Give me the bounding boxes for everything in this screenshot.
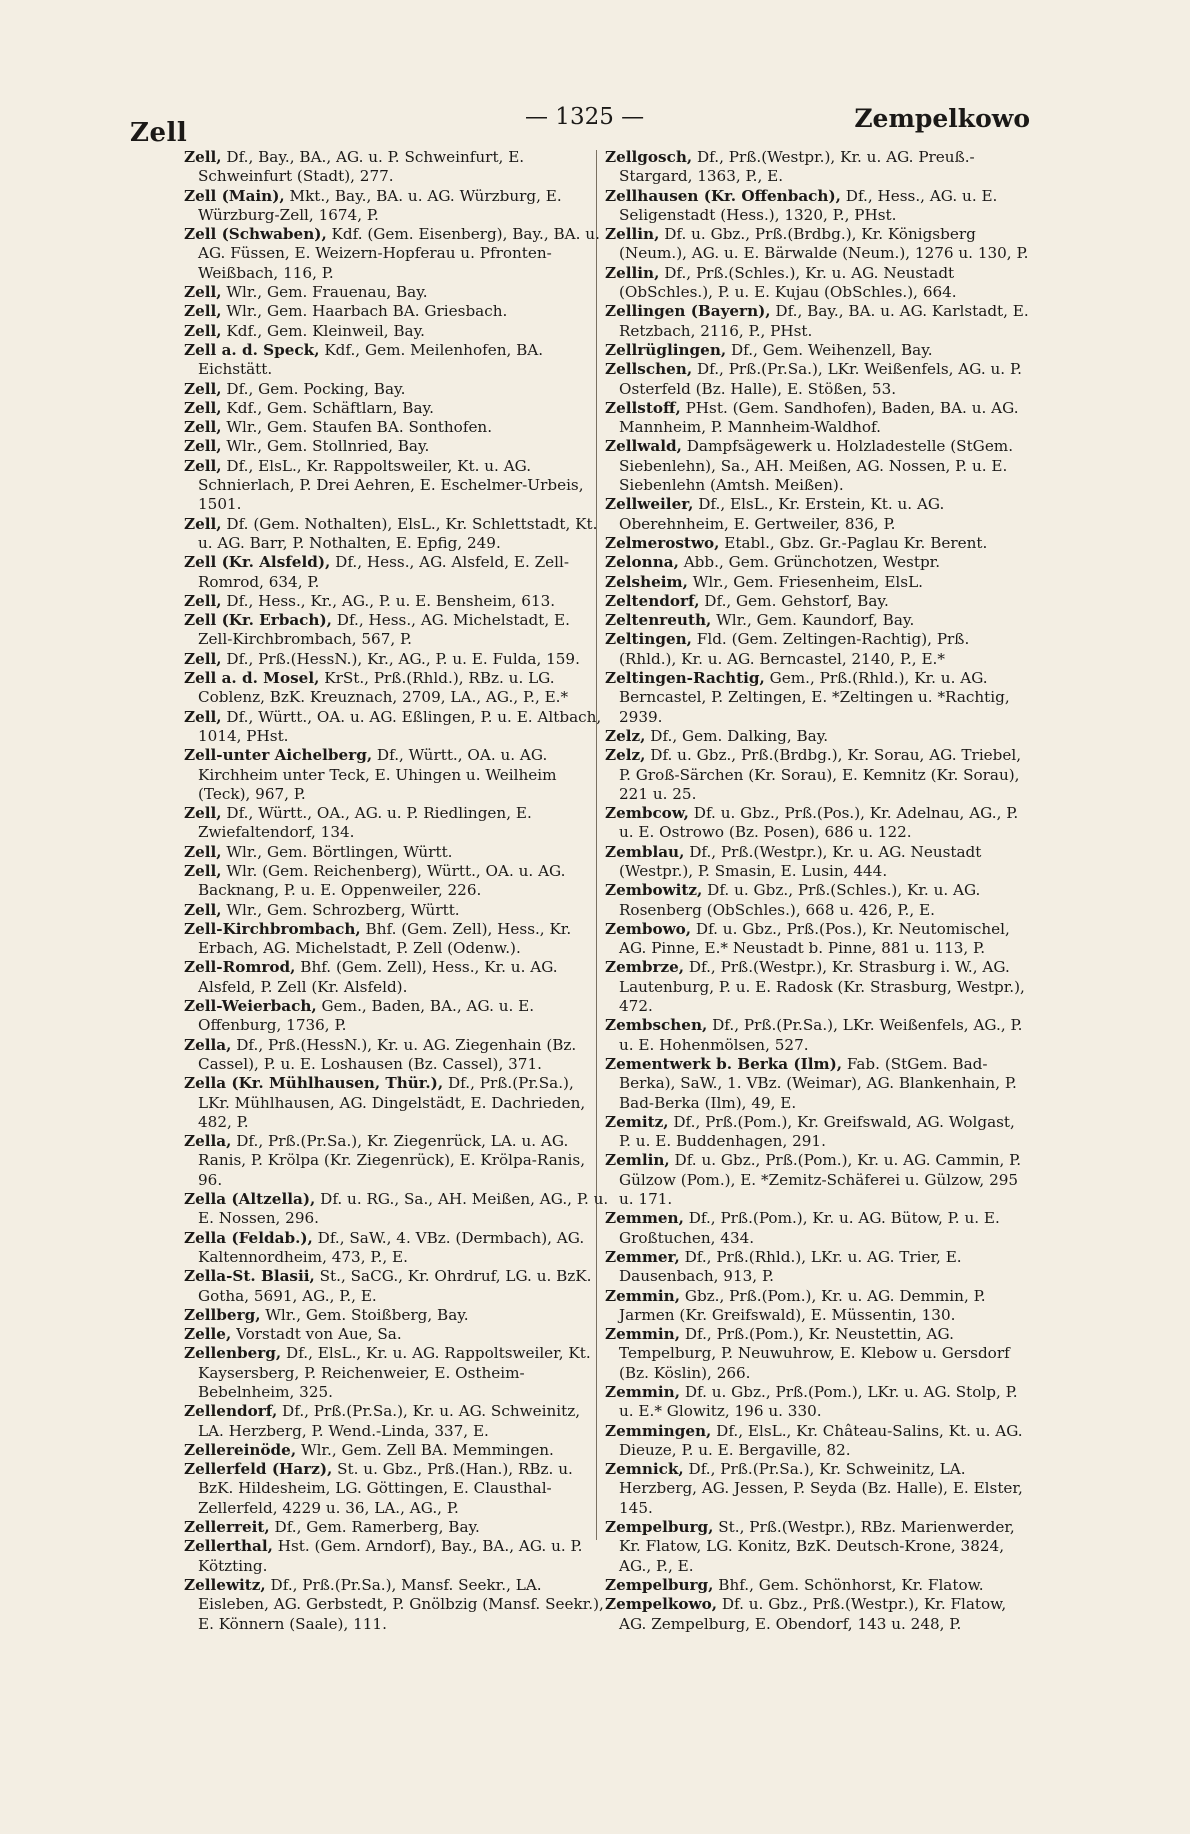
entry-headword: Zemmingen, [605, 1421, 712, 1440]
gazetteer-entry [605, 1151, 1030, 1209]
entry-text: Df., SaW., 4. VBz. (Dermbach), AG. Kaltennordheim, 473, P., E. [198, 1228, 585, 1266]
entry-text: Fab. (StGem. Bad-Berka), SaW., 1. VBz. (Weimar), AG. Blankenhain, P. Bad-Berka (Ilm), 49, E. [619, 1054, 1017, 1112]
entry-headword: Zellendorf, [184, 1402, 278, 1421]
entry-headword: Zemmin, [605, 1383, 680, 1401]
entry-text: Bhf. (Gem. Zell), Hess., Kr. u. AG. Alsfeld, P. Zell (Kr. Alsfeld). [198, 958, 558, 996]
entry-text: Wlr., Gem. Stoißberg, Bay. [260, 1305, 469, 1324]
gazetteer-entry [184, 1460, 609, 1518]
entry-headword: Zella (Feldab.), [184, 1228, 313, 1247]
entry-text: Wlr. (Gem. Reichenberg), Württ., OA. u. AG. Backnang, P. u. E. Oppenweiler, 226. [198, 861, 566, 900]
entry-text: Df., Gem. Ramerberg, Bay. [269, 1518, 480, 1537]
gazetteer-entry [184, 418, 609, 437]
gazetteer-entry [605, 1287, 1030, 1326]
gazetteer-entry [605, 437, 1030, 495]
entry-headword: Zellerfeld (Harz), [184, 1460, 333, 1479]
gazetteer-entry [184, 437, 609, 456]
gazetteer-entry [184, 1306, 609, 1325]
gazetteer-entry [184, 592, 609, 611]
entry-text: Wlr., Gem. Staufen BA. Sonthofen. [221, 418, 493, 437]
gazetteer-entry [605, 399, 1030, 438]
entry-headword: Zelz, [605, 746, 646, 765]
entry-headword: Zell (Kr. Erbach), [184, 611, 332, 630]
entry-headword: Zell, [184, 456, 222, 475]
entry-text: Wlr., Gem. Schrozberg, Württ. [221, 900, 460, 919]
entry-text: Df., Gem. Pocking, Bay. [221, 379, 406, 398]
entry-text: Df. u. Gbz., Prß.(Schles.), Kr. u. AG. Rosenberg (ObSchles.), 668 u. 426, P., E. [619, 881, 981, 919]
entry-headword: Zell a. d. Mosel, [184, 669, 320, 688]
gazetteer-entry [184, 1576, 609, 1634]
entry-text: Wlr., Gem. Frauenau, Bay. [221, 283, 428, 302]
entry-text: Df., Bay., BA., AG. u. P. Schweinfurt, E. Schweinfurt (Stadt), 277. [198, 148, 525, 186]
entry-text: Df., Prß.(HessN.), Kr. u. AG. Ziegenhain (Bz. Cassel), P. u. E. Loshausen (Bz. Cassel), 371. [198, 1035, 577, 1073]
header-right-keyword: Zempelkowo [854, 104, 1030, 133]
entry-headword: Zempelkowo, [605, 1595, 718, 1614]
gazetteer-entry [184, 804, 609, 843]
gazetteer-entry [605, 592, 1030, 611]
entry-text: Bhf., Gem. Schönhorst, Kr. Flatow. [713, 1575, 984, 1594]
gazetteer-entry [184, 515, 609, 554]
gazetteer-entry [605, 1248, 1030, 1287]
gazetteer-entry [605, 881, 1030, 920]
entry-headword: Zellenberg, [184, 1344, 282, 1363]
entry-text: Df. u. Gbz., Prß.(Pos.), Kr. Neutomischel, AG. Pinne, E.* Neustadt b. Pinne, 881 u. 113, P. [619, 919, 1010, 958]
entry-text: St., SaCG., Kr. Ohrdruf, LG. u. BzK. Gotha, 5691, AG., P., E. [198, 1267, 592, 1305]
gazetteer-entry [605, 495, 1030, 534]
entry-headword: Zellstoff, [605, 398, 681, 417]
entry-headword: Zell, [184, 302, 222, 321]
gazetteer-entry [184, 708, 609, 747]
entry-text: Df., Gem. Gehstorf, Bay. [699, 591, 889, 610]
entry-headword: Zelmerostwo, [605, 533, 720, 552]
entry-headword: Zell, [184, 804, 222, 823]
entry-text: Gem., Baden, BA., AG. u. E. Offenburg, 1736, P. [198, 997, 535, 1035]
gazetteer-entry [184, 341, 609, 380]
entry-headword: Zell, [184, 591, 222, 610]
gazetteer-entry [184, 1402, 609, 1441]
entry-headword: Zemmen, [605, 1209, 684, 1228]
entry-headword: Zelz, [605, 726, 646, 745]
entry-headword: Zembschen, [605, 1016, 708, 1035]
entry-text: Wlr., Gem. Friesenheim, ElsL. [687, 572, 923, 591]
entry-text: Bhf. (Gem. Zell), Hess., Kr. Erbach, AG. Michelstadt, P. Zell (Odenw.). [198, 919, 572, 958]
gazetteer-entry [605, 1422, 1030, 1461]
entry-headword: Zeltendorf, [605, 591, 700, 610]
entry-headword: Zembowitz, [605, 881, 703, 900]
gazetteer-entry [605, 341, 1030, 360]
gazetteer-entry [605, 804, 1030, 843]
entry-text: Df. u. Gbz., Prß.(Pom.), LKr. u. AG. Stolp, P. u. E.* Glowitz, 196 u. 330. [619, 1383, 1018, 1421]
entry-text: Df., Württ., OA. u. AG. Eßlingen, P. u. E. Altbach, 1014, PHst. [198, 707, 602, 745]
gazetteer-entry [605, 534, 1030, 553]
gazetteer-entry [605, 1113, 1030, 1152]
header-left-keyword: Zell [130, 118, 188, 148]
entry-text: Df., Hess., AG. Michelstadt, E. Zell-Kirchbrombach, 567, P. [198, 611, 570, 649]
entry-text: Df., Prß.(Pr.Sa.), Kr. u. AG. Schweinitz, LA. Herzberg, P. Wend.-Linda, 337, E. [198, 1402, 581, 1440]
entry-text: Df. u. Gbz., Prß.(Brdbg.), Kr. Königsberg (Neum.), AG. u. E. Bärwalde (Neum.), 1276 u. 130, P. [619, 225, 1029, 263]
entry-text: Df., Prß.(Pr.Sa.), LKr. Weißenfels, AG. u. P. Osterfeld (Bz. Halle), E. Stößen, 53. [619, 360, 1022, 398]
entry-text: Etabl., Gbz. Gr.-Paglau Kr. Berent. [719, 533, 988, 552]
entry-headword: Zellin, [605, 263, 660, 282]
entry-text: PHst. (Gem. Sandhofen), Baden, BA. u. AG. Mannheim, P. Mannheim-Waldhof. [619, 398, 1019, 437]
entry-text: Df. (Gem. Nothalten), ElsL., Kr. Schlettstadt, Kt. u. AG. Barr, P. Nothalten, E. Epfig, 249. [198, 514, 598, 552]
entry-text: Dampfsägewerk u. Holzladestelle (StGem. Siebenlehn), Sa., AH. Meißen, AG. Nossen, P. u. E. Siebenlehn (Amtsh. Meißen). [619, 437, 1014, 495]
entry-headword: Zellberg, [184, 1305, 261, 1324]
entry-headword: Zell, [184, 437, 222, 456]
gazetteer-entry [605, 148, 1030, 187]
entry-headword: Zempelburg, [605, 1518, 714, 1537]
entry-headword: Zembowo, [605, 919, 692, 938]
entry-text: Kdf., Gem. Kleinweil, Bay. [221, 321, 426, 340]
gazetteer-entry [184, 1325, 609, 1344]
entry-text: Df., Prß.(Pom.), Kr. Greifswald, AG. Wolgast, P. u. E. Buddenhagen, 291. [619, 1112, 1015, 1151]
entry-headword: Zeltenreuth, [605, 611, 712, 630]
entry-headword: Zellewitz, [184, 1575, 266, 1594]
entry-text: Df., Prß.(HessN.), Kr., AG., P. u. E. Fulda, 159. [221, 649, 580, 668]
entry-headword: Zell (Schwaben), [184, 225, 327, 244]
entry-text: Df., Prß.(Pr.Sa.), LKr. Mühlhausen, AG. Dingelstädt, E. Dachrieden, 482, P. [198, 1074, 586, 1131]
gazetteer-entry [184, 1190, 609, 1229]
gazetteer-entry [184, 920, 609, 959]
gazetteer-entry [605, 611, 1030, 630]
gazetteer-entry [184, 669, 609, 708]
gazetteer-entry [184, 997, 609, 1036]
gazetteer-entry [184, 1537, 609, 1576]
entry-text: Df., Hess., AG. Alsfeld, E. Zell-Romrod, 634, P. [198, 553, 569, 591]
entry-headword: Zellerreit, [184, 1518, 270, 1537]
entry-text: Df. u. Gbz., Prß.(Pos.), Kr. Adelnau, AG., P. u. E. Ostrowo (Bz. Posen), 686 u. 122. [619, 804, 1019, 842]
entry-headword: Zell-unter Aichelberg, [184, 746, 373, 765]
gazetteer-entry [605, 727, 1030, 746]
entry-headword: Zemmin, [605, 1325, 680, 1344]
entry-text: Vorstadt von Aue, Sa. [231, 1325, 402, 1344]
entry-headword: Zell, [184, 900, 222, 919]
entry-headword: Zell, [184, 148, 222, 166]
gazetteer-entry [605, 669, 1030, 727]
gazetteer-entry [184, 187, 609, 226]
gazetteer-entry [605, 1595, 1030, 1634]
gazetteer-entry [605, 746, 1030, 804]
entry-headword: Zell, [184, 861, 222, 880]
gazetteer-entry [605, 1518, 1030, 1576]
entry-text: Df., ElsL., Kr. Château-Salins, Kt. u. AG. Dieuze, P. u. E. Bergaville, 82. [619, 1421, 1023, 1459]
entry-text: Df., Württ., OA., AG. u. P. Riedlingen, E. Zwiefaltendorf, 134. [198, 804, 532, 842]
gazetteer-entry [184, 1344, 609, 1402]
entry-headword: Zellhausen (Kr. Offenbach), [605, 186, 841, 205]
entry-text: Df., ElsL., Kr. Rappoltsweiler, Kt. u. AG. Schnierlach, P. Drei Aehren, E. Eschelmer-Urbeis, 1501. [198, 456, 584, 514]
entry-headword: Zell, [184, 707, 222, 726]
entry-headword: Zella, [184, 1035, 232, 1054]
gazetteer-entry [184, 1518, 609, 1537]
gazetteer-entry [184, 843, 609, 862]
entry-headword: Zembcow, [605, 804, 689, 823]
entry-headword: Zellweiler, [605, 495, 694, 514]
entry-text: Df., Gem. Weihenzell, Bay. [726, 340, 933, 359]
gazetteer-entry [605, 1055, 1030, 1113]
gazetteer-entry [184, 746, 609, 804]
entry-headword: Zella (Altzella), [184, 1190, 316, 1209]
entry-text: Df., Hess., Kr., AG., P. u. E. Bensheim, 613. [221, 591, 556, 610]
entry-headword: Zellingen (Bayern), [605, 302, 771, 321]
gazetteer-entry [184, 225, 609, 283]
gazetteer-entry [184, 1074, 609, 1132]
entry-text: Df., Württ., OA. u. AG. Kirchheim unter Teck, E. Uhingen u. Weilheim (Teck), 967, P. [198, 746, 557, 803]
gazetteer-entry [605, 958, 1030, 1016]
entry-text: Wlr., Gem. Haarbach BA. Griesbach. [221, 302, 508, 321]
entry-headword: Zemitz, [605, 1112, 669, 1131]
entry-text: Wlr., Gem. Stollnried, Bay. [221, 437, 430, 456]
gazetteer-entry [184, 901, 609, 920]
gazetteer-entry [184, 1036, 609, 1075]
gazetteer-entry [184, 1441, 609, 1460]
entry-headword: Zell, [184, 649, 222, 668]
entry-headword: Zell-Weierbach, [184, 997, 317, 1016]
entry-text: Mkt., Bay., BA. u. AG. Würzburg, E. Würzburg-Zell, 1674, P. [198, 186, 562, 224]
gazetteer-entry [184, 862, 609, 901]
entry-headword: Zemnick, [605, 1460, 684, 1479]
entry-headword: Zempelburg, [605, 1575, 714, 1594]
entry-headword: Zella, [184, 1132, 232, 1151]
entry-text: Df., ElsL., Kr. u. AG. Rappoltsweiler, Kt. Kaysersberg, P. Reichenweier, E. Ostheim-Bebelnheim, 325. [198, 1344, 591, 1401]
gazetteer-entry [605, 1576, 1030, 1595]
entry-headword: Zella-St. Blasii, [184, 1267, 315, 1286]
entry-headword: Zell (Kr. Alsfeld), [184, 553, 331, 572]
gazetteer-entry [605, 1460, 1030, 1518]
entry-text: Gbz., Prß.(Pom.), Kr. u. AG. Demmin, P. Jarmen (Kr. Greifswald), E. Müssentin, 130. [619, 1286, 986, 1324]
gazetteer-entry [605, 920, 1030, 959]
gazetteer-entry [605, 187, 1030, 226]
gazetteer-entry [605, 1325, 1030, 1383]
entry-headword: Zellereinöde, [184, 1440, 297, 1459]
gazetteer-entry [605, 225, 1030, 264]
gazetteer-entry [184, 958, 609, 997]
gazetteer-entry [605, 573, 1030, 592]
entry-headword: Zellschen, [605, 360, 693, 379]
entry-headword: Zell-Kirchbrombach, [184, 919, 361, 938]
entry-headword: Zemmer, [605, 1247, 680, 1266]
gazetteer-entry [605, 553, 1030, 572]
entry-text: KrSt., Prß.(Rhld.), RBz. u. LG. Coblenz, BzK. Kreuznach, 2709, LA., AG., P., E.* [198, 669, 569, 707]
entry-headword: Zeltingen, [605, 630, 692, 649]
entry-text: Df., Prß.(Pr.Sa.), Mansf. Seekr., LA. Eisleben, AG. Gerbstedt, P. Gnölbzig (Mansf. Seekr.), E. Könnern (Saale), 111. [198, 1575, 604, 1633]
entry-text: Df., Prß.(Pr.Sa.), Kr. Ziegenrück, LA. u. AG. Ranis, P. Krölpa (Kr. Ziegenrück), E. Krölpa-Ranis, 96. [198, 1132, 586, 1189]
entry-headword: Zelle, [184, 1325, 232, 1344]
entry-headword: Zellgosch, [605, 148, 693, 166]
entry-text: Df., Prß.(Westpr.), Kr. Strasburg i. W., AG. Lautenburg, P. u. E. Radosk (Kr. Strasburg, Westpr.), 472. [619, 958, 1025, 1016]
entry-headword: Zell a. d. Speck, [184, 340, 320, 359]
entry-headword: Zemblau, [605, 842, 685, 861]
gazetteer-entry [184, 1267, 609, 1306]
entry-text: Kdf., Gem. Meilenhofen, BA. Eichstätt. [198, 340, 544, 379]
gazetteer-entry [184, 553, 609, 592]
entry-headword: Zell, [184, 398, 222, 417]
entry-headword: Zell, [184, 842, 222, 861]
entry-text: Wlr., Gem. Zell BA. Memmingen. [296, 1440, 554, 1459]
gazetteer-entry [184, 457, 609, 515]
entry-text: Df. u. Gbz., Prß.(Pom.), Kr. u. AG. Cammin, P. Gülzow (Pom.), E. *Zemitz-Schäferei u. Gülzow, 295 u. 171. [619, 1151, 1022, 1209]
entry-text: Hst. (Gem. Arndorf), Bay., BA., AG. u. P. Kötzting. [198, 1537, 583, 1575]
gazetteer-entry [605, 360, 1030, 399]
running-header [130, 100, 1030, 148]
left-column [184, 148, 609, 1634]
entry-text: Df. u. Gbz., Prß.(Westpr.), Kr. Flatow, AG. Zempelburg, E. Obendorf, 143 u. 248, P. [619, 1595, 1007, 1633]
entry-headword: Zell, [184, 321, 222, 340]
entry-headword: Zellin, [605, 225, 660, 244]
entry-text: Gem., Prß.(Rhld.), Kr. u. AG. Berncastel, P. Zeltingen, E. *Zeltingen u. *Rachtig, 2939. [619, 669, 1010, 726]
entry-text: Df., Bay., BA. u. AG. Karlstadt, E. Retzbach, 2116, P., PHst. [619, 302, 1029, 340]
entry-headword: Zell, [184, 283, 222, 302]
entry-text: Df., Prß.(Pom.), Kr. Neustettin, AG. Tempelburg, P. Neuwuhrow, E. Klebow u. Gersdorf (Bz. Köslin), 266. [619, 1325, 1010, 1382]
entry-text: Df., Prß.(Pr.Sa.), LKr. Weißenfels, AG., P. u. E. Hohenmölsen, 527. [619, 1016, 1023, 1054]
entry-text: Kdf., Gem. Schäftlarn, Bay. [221, 398, 434, 417]
entry-text: Df., Prß.(Westpr.), Kr. u. AG. Preuß.-Stargard, 1363, P., E. [619, 148, 975, 186]
entry-headword: Zelonna, [605, 553, 679, 572]
entry-text: Wlr., Gem. Kaundorf, Bay. [711, 611, 915, 630]
entry-text: Df. u. RG., Sa., AH. Meißen, AG., P. u. E. Nossen, 296. [198, 1190, 609, 1228]
entry-headword: Zemlin, [605, 1151, 670, 1170]
entry-headword: Zemmin, [605, 1286, 680, 1305]
gazetteer-entry [605, 264, 1030, 303]
entry-text: Df. u. Gbz., Prß.(Brdbg.), Kr. Sorau, AG. Triebel, P. Groß-Särchen (Kr. Sorau), E. Kemnitz (Kr. Sorau), 221 u. 25. [619, 746, 1022, 803]
entry-text: St., Prß.(Westpr.), RBz. Marienwerder, Kr. Flatow, LG. Konitz, BzK. Deutsch-Krone, 3824, AG., P., E. [619, 1518, 1015, 1575]
entry-text: Kdf. (Gem. Eisenberg), Bay., BA. u. AG. Füssen, E. Weizern-Hopferau u. Pfronten-Weißbach, 116, P. [198, 225, 600, 282]
gazetteer-entry [184, 380, 609, 399]
entry-text: Df., Prß.(Pr.Sa.), Kr. Schweinitz, LA. Herzberg, AG. Jessen, P. Seyda (Bz. Halle), E. Elster, 145. [619, 1460, 1023, 1517]
gazetteer-entry [184, 650, 609, 669]
entry-headword: Zell-Romrod, [184, 958, 296, 977]
entry-headword: Zell, [184, 418, 222, 437]
gazetteer-entry [605, 302, 1030, 341]
gazetteer-entry [605, 1383, 1030, 1422]
entry-text: Df., Prß.(Schles.), Kr. u. AG. Neustadt (ObSchles.), P. u. E. Kujau (ObSchles.), 664. [619, 263, 957, 302]
entry-text: Df., Gem. Dalking, Bay. [645, 726, 829, 745]
gazetteer-entry [184, 611, 609, 650]
gazetteer-entry [184, 399, 609, 418]
entry-headword: Zell, [184, 379, 222, 398]
gazetteer-entry [184, 283, 609, 302]
entry-headword: Zellerthal, [184, 1537, 273, 1556]
gazetteer-entry [184, 1132, 609, 1190]
right-column [605, 148, 1030, 1634]
entry-text: Df., Prß.(Pom.), Kr. u. AG. Bütow, P. u. E. Großtuchen, 434. [619, 1209, 1000, 1247]
entry-text: Df., Prß.(Rhld.), LKr. u. AG. Trier, E. Dausenbach, 913, P. [619, 1247, 962, 1286]
gazetteer-entry [184, 1229, 609, 1268]
entry-text: Wlr., Gem. Börtlingen, Württ. [221, 842, 453, 861]
page-number: — 1325 — [525, 104, 645, 130]
entry-text: Abb., Gem. Grünchotzen, Westpr. [678, 553, 941, 572]
entry-headword: Zella (Kr. Mühlhausen, Thür.), [184, 1074, 444, 1093]
entry-text: Fld. (Gem. Zeltingen-Rachtig), Prß. (Rhld.), Kr. u. AG. Berncastel, 2140, P., E.* [619, 630, 970, 668]
gazetteer-entry [605, 630, 1030, 669]
entry-headword: Zell (Main), [184, 186, 285, 205]
entry-headword: Zellrüglingen, [605, 340, 727, 359]
entry-headword: Zell, [184, 514, 222, 533]
entry-headword: Zementwerk b. Berka (Ilm), [605, 1054, 843, 1073]
entry-headword: Zelsheim, [605, 572, 688, 591]
entry-text: Df., ElsL., Kr. Erstein, Kt. u. AG. Oberehnheim, E. Gertweiler, 836, P. [619, 495, 945, 533]
gazetteer-entry [605, 843, 1030, 882]
entry-headword: Zellwald, [605, 437, 682, 456]
entry-text: St. u. Gbz., Prß.(Han.), RBz. u. BzK. Hildesheim, LG. Göttingen, E. Clausthal-Zellerfeld, 4229 u. 36, LA., AG., P. [198, 1460, 573, 1517]
gazetteer-entry [184, 322, 609, 341]
entry-headword: Zeltingen-Rachtig, [605, 669, 765, 688]
entry-text: Df., Hess., AG. u. E. Seligenstadt (Hess.), 1320, P., PHst. [619, 186, 998, 224]
entry-text: Df., Prß.(Westpr.), Kr. u. AG. Neustadt (Westpr.), P. Smasin, E. Lusin, 444. [619, 842, 982, 880]
gazetteer-entry [605, 1016, 1030, 1055]
gazetteer-entry [605, 1209, 1030, 1248]
gazetteer-entry [184, 302, 609, 321]
entry-headword: Zembrze, [605, 958, 685, 977]
gazetteer-entry [184, 148, 609, 187]
